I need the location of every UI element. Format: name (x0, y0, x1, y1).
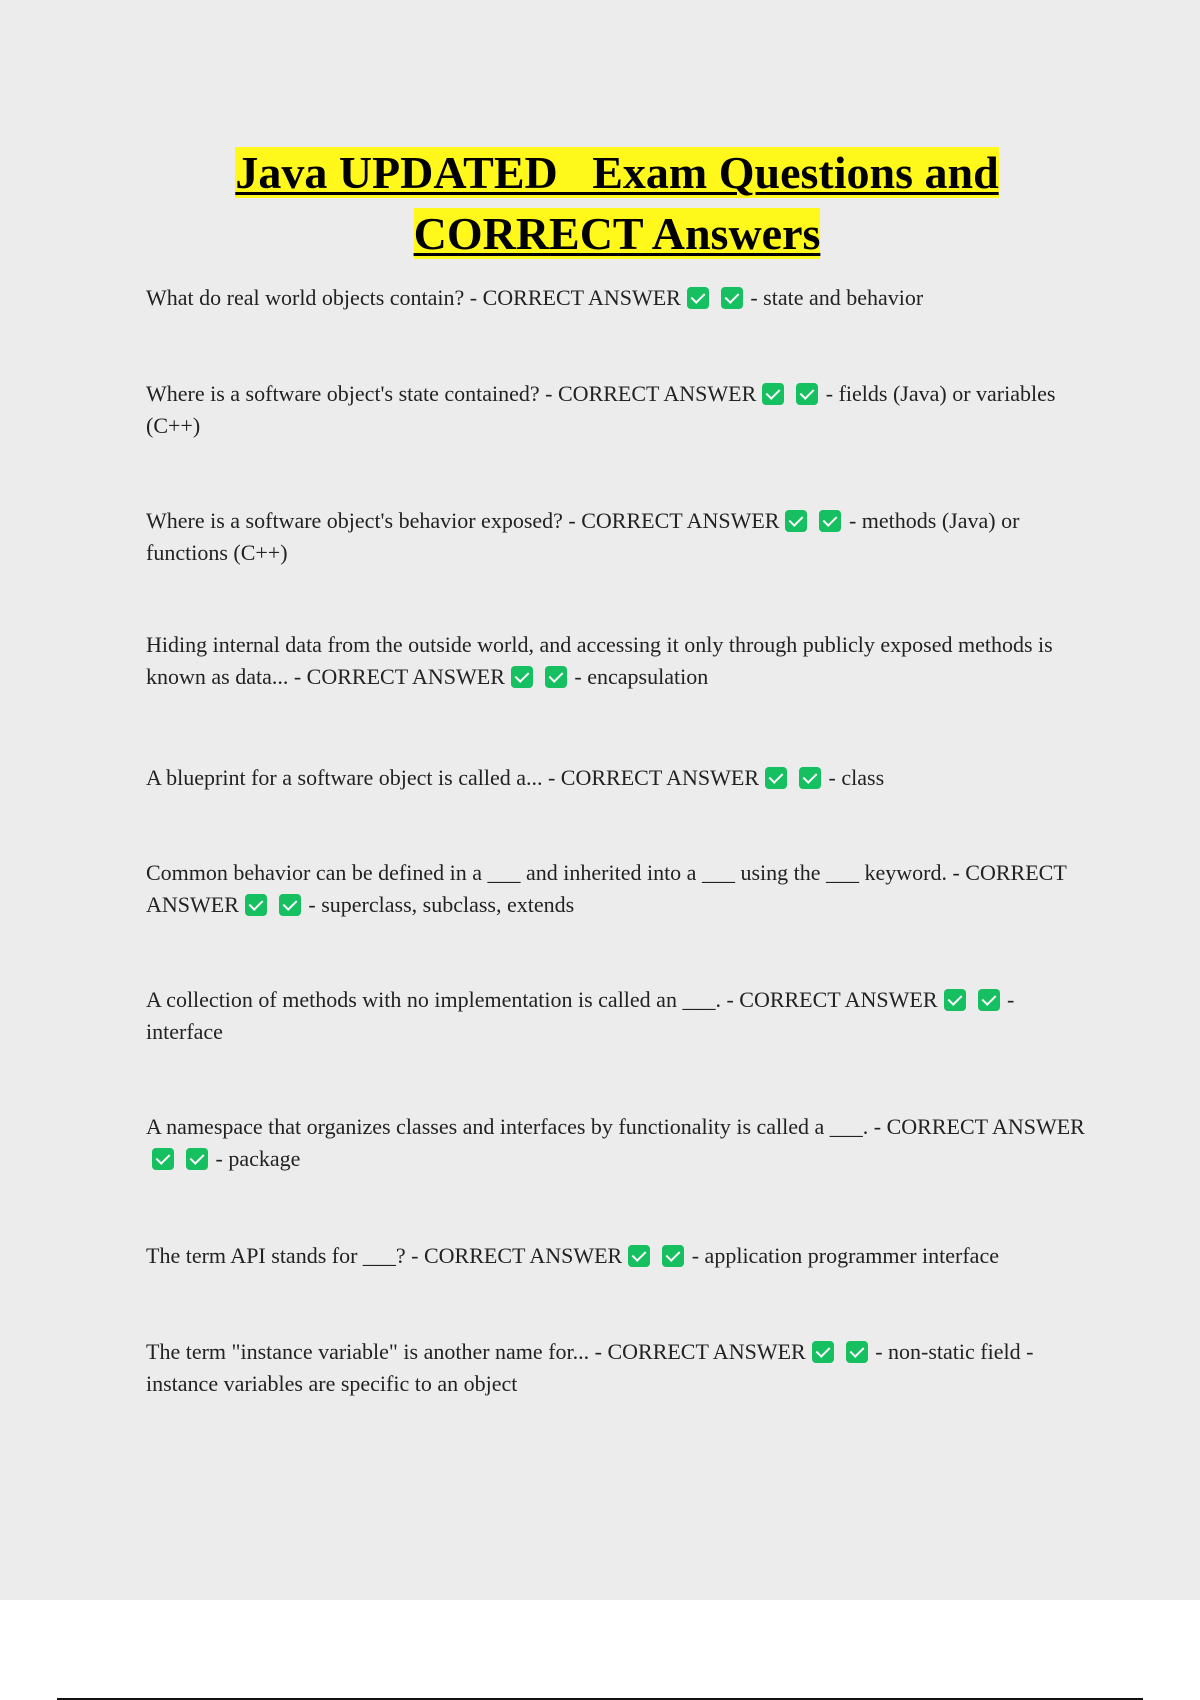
answer-text: - superclass, subclass, extends (308, 892, 575, 917)
check-mark-icon (186, 1148, 208, 1170)
check-mark-icon (944, 989, 966, 1011)
check-mark-icon (978, 989, 1000, 1011)
check-mark-icon (762, 383, 784, 405)
question-text: Common behavior can be defined in a ___ and inherited into a ___ using the ___ keyword. - CORRECT ANSWER (146, 860, 1067, 917)
answer-text: - methods (Java) or functions (C++) (146, 508, 1020, 565)
question-text: What do real world objects contain? - CORRECT ANSWER (146, 285, 681, 310)
answer-text: - state and behavior (750, 285, 924, 310)
check-mark-icon (812, 1341, 834, 1363)
qa-item (146, 762, 1086, 794)
check-mark-icon (279, 894, 301, 916)
qa-item (146, 1111, 1086, 1175)
question-text: Where is a software object's state contained? - CORRECT ANSWER (146, 381, 757, 406)
answer-text: - fields (Java) or variables (C++) (146, 381, 1056, 438)
qa-item (146, 857, 1086, 921)
title-line-1: Java UPDATED Exam Questions and (235, 147, 999, 198)
question-text: A collection of methods with no implementation is called an ___. - CORRECT ANSWER (146, 987, 938, 1012)
answer-text: - non-static field - instance variables are specific to an object (146, 1339, 1034, 1396)
qa-item (146, 984, 1086, 1048)
answer-text: - package (215, 1146, 301, 1171)
title-line-2: CORRECT Answers (413, 208, 821, 259)
question-text: Hiding internal data from the outside world, and accessing it only through publicly exposed methods is known as data... - CORRECT ANSWER (146, 632, 1053, 689)
qa-item (146, 1240, 1146, 1272)
check-mark-icon (765, 767, 787, 789)
qa-item (146, 629, 1086, 693)
qa-item (146, 378, 1086, 442)
check-mark-icon (545, 666, 567, 688)
qa-item (146, 505, 1086, 569)
qa-item (146, 1336, 1086, 1400)
check-mark-icon (628, 1245, 650, 1267)
check-mark-icon (796, 383, 818, 405)
answer-text: - class (828, 765, 885, 790)
page-title (0, 142, 1200, 264)
check-mark-icon (152, 1148, 174, 1170)
check-mark-icon (511, 666, 533, 688)
check-mark-icon (785, 510, 807, 532)
check-mark-icon (799, 767, 821, 789)
question-text: The term API stands for ___? - CORRECT ANSWER (146, 1243, 623, 1268)
check-mark-icon (819, 510, 841, 532)
answer-text: - application programmer interface (691, 1243, 999, 1268)
question-text: A namespace that organizes classes and interfaces by functionality is called a ___. - CORRECT ANSWER (146, 1114, 1085, 1139)
check-mark-icon (846, 1341, 868, 1363)
question-text: The term "instance variable" is another name for... - CORRECT ANSWER (146, 1339, 806, 1364)
qa-item (146, 282, 1086, 314)
question-text: A blueprint for a software object is called a... - CORRECT ANSWER (146, 765, 760, 790)
check-mark-icon (721, 287, 743, 309)
check-mark-icon (662, 1245, 684, 1267)
check-mark-icon (687, 287, 709, 309)
answer-text: - encapsulation (574, 664, 709, 689)
answer-text: - interface (146, 987, 1015, 1044)
question-text: Where is a software object's behavior exposed? - CORRECT ANSWER (146, 508, 780, 533)
check-mark-icon (245, 894, 267, 916)
